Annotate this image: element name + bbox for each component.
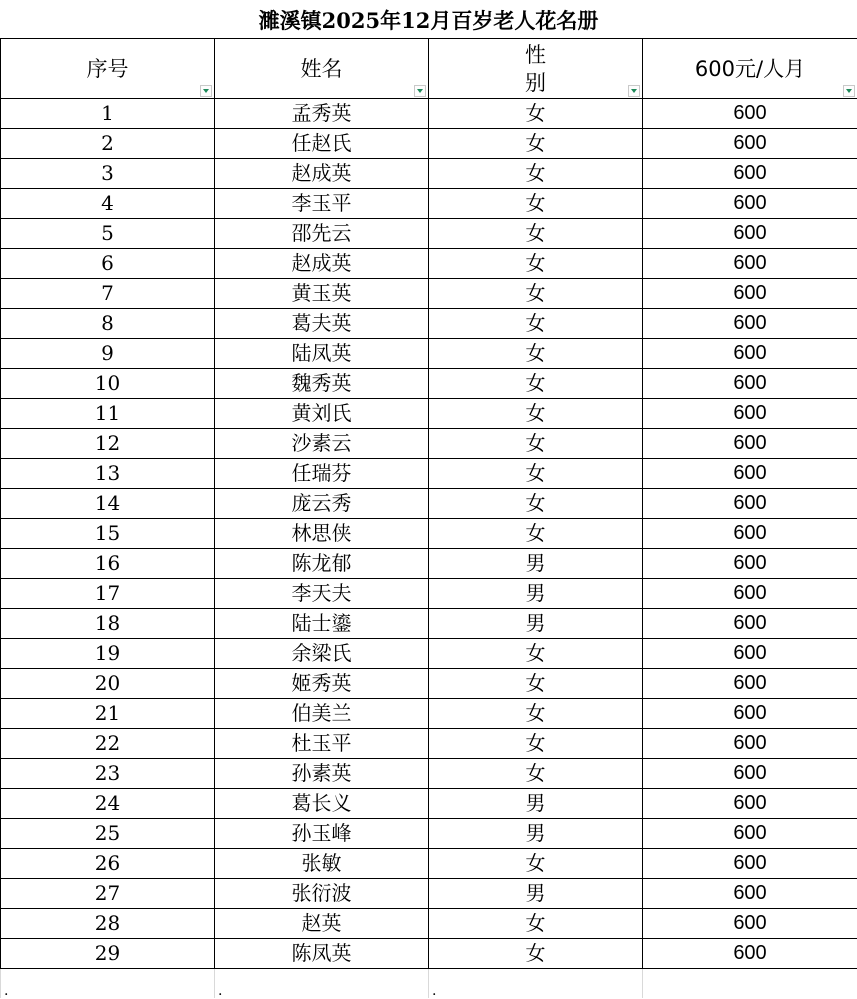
row-name-cell[interactable]: 张敏 — [215, 849, 429, 879]
row-amount-cell[interactable]: 600 — [643, 909, 857, 939]
row-amount-cell[interactable]: 600 — [643, 939, 857, 969]
row-amount-cell[interactable]: 600 — [643, 459, 857, 489]
row-name-cell[interactable]: 姬秀英 — [215, 669, 429, 699]
row-sex-cell[interactable]: 女 — [429, 129, 643, 159]
table-row — [1, 369, 857, 399]
row-sex-cell[interactable]: 女 — [429, 219, 643, 249]
trailing-cell[interactable]: . — [215, 969, 429, 999]
row-name-cell[interactable]: 魏秀英 — [215, 369, 429, 399]
row-name-cell[interactable]: 黄玉英 — [215, 279, 429, 309]
filter-dropdown-icon[interactable] — [414, 85, 426, 97]
row-name-cell[interactable]: 李天夫 — [215, 579, 429, 609]
row-sex-cell[interactable]: 女 — [429, 189, 643, 219]
row-sex-cell[interactable]: 女 — [429, 279, 643, 309]
table-row — [1, 909, 857, 939]
table-row — [1, 399, 857, 429]
row-amount-cell[interactable]: 600 — [643, 279, 857, 309]
row-sex-cell[interactable]: 女 — [429, 459, 643, 489]
table-row — [1, 99, 857, 129]
row-name-cell[interactable]: 赵英 — [215, 909, 429, 939]
row-name-cell[interactable]: 孙素英 — [215, 759, 429, 789]
row-name-cell[interactable]: 李玉平 — [215, 189, 429, 219]
row-sex-cell[interactable]: 女 — [429, 159, 643, 189]
row-sex-cell[interactable]: 女 — [429, 489, 643, 519]
row-amount-cell[interactable]: 600 — [643, 849, 857, 879]
table-row — [1, 219, 857, 249]
row-sex-cell[interactable]: 女 — [429, 309, 643, 339]
row-sex-cell[interactable]: 女 — [429, 339, 643, 369]
table-row — [1, 789, 857, 819]
row-sex-cell[interactable]: 女 — [429, 429, 643, 459]
row-name-cell[interactable]: 葛夫英 — [215, 309, 429, 339]
row-sex-cell[interactable]: 男 — [429, 609, 643, 639]
table-row — [1, 309, 857, 339]
header-row — [1, 39, 857, 99]
header-index-label: 序号 — [86, 56, 129, 81]
row-index-cell[interactable]: 22 — [1, 729, 215, 759]
row-sex-cell[interactable]: 男 — [429, 579, 643, 609]
row-name-cell[interactable]: 陆士鎏 — [215, 609, 429, 639]
row-amount-cell[interactable]: 600 — [643, 699, 857, 729]
row-amount-cell[interactable]: 600 — [643, 129, 857, 159]
table-row — [1, 429, 857, 459]
row-sex-cell[interactable]: 女 — [429, 759, 643, 789]
row-sex-cell[interactable]: 女 — [429, 399, 643, 429]
row-index-cell[interactable]: 23 — [1, 759, 215, 789]
row-sex-cell[interactable]: 女 — [429, 669, 643, 699]
row-index-cell[interactable]: 28 — [1, 909, 215, 939]
row-amount-cell[interactable]: 600 — [643, 339, 857, 369]
header-name-label: 姓名 — [300, 56, 343, 81]
row-name-cell[interactable]: 任瑞芬 — [215, 459, 429, 489]
row-amount-cell[interactable]: 600 — [643, 399, 857, 429]
row-amount-cell[interactable]: 600 — [643, 549, 857, 579]
row-name-cell[interactable]: 孙玉峰 — [215, 819, 429, 849]
row-sex-cell[interactable]: 女 — [429, 369, 643, 399]
row-name-cell[interactable]: 余梁氏 — [215, 639, 429, 669]
table-row — [1, 849, 857, 879]
row-name-cell[interactable]: 邵先云 — [215, 219, 429, 249]
table-row — [1, 639, 857, 669]
row-amount-cell[interactable]: 600 — [643, 249, 857, 279]
row-amount-cell[interactable]: 600 — [643, 819, 857, 849]
row-amount-cell[interactable]: 600 — [643, 489, 857, 519]
row-name-cell[interactable]: 庞云秀 — [215, 489, 429, 519]
filter-dropdown-icon[interactable] — [843, 85, 855, 97]
header-amount — [643, 39, 857, 99]
row-index-cell[interactable]: 15 — [1, 519, 215, 549]
row-name-cell[interactable]: 赵成英 — [215, 249, 429, 279]
table-row — [1, 249, 857, 279]
header-sex — [429, 39, 643, 99]
row-name-cell[interactable]: 沙素云 — [215, 429, 429, 459]
row-sex-cell[interactable]: 男 — [429, 549, 643, 579]
row-index-cell[interactable]: 5 — [1, 219, 215, 249]
table-row — [1, 759, 857, 789]
table-row — [1, 519, 857, 549]
row-index-cell[interactable]: 10 — [1, 369, 215, 399]
row-name-cell[interactable]: 孟秀英 — [215, 99, 429, 129]
row-sex-cell[interactable]: 男 — [429, 879, 643, 909]
row-index-cell[interactable]: 20 — [1, 669, 215, 699]
row-name-cell[interactable]: 赵成英 — [215, 159, 429, 189]
table-row — [1, 729, 857, 759]
row-index-cell[interactable]: 8 — [1, 309, 215, 339]
row-index-cell[interactable]: 9 — [1, 339, 215, 369]
trailing-cell[interactable] — [643, 969, 857, 999]
row-amount-cell[interactable]: 600 — [643, 189, 857, 219]
row-amount-cell[interactable]: 600 — [643, 669, 857, 699]
row-index-cell[interactable]: 16 — [1, 549, 215, 579]
table-row — [1, 879, 857, 909]
table-row — [1, 489, 857, 519]
sheet-title: 濉溪镇2025年12月百岁老人花名册 — [258, 8, 599, 33]
row-amount-cell[interactable]: 600 — [643, 789, 857, 819]
row-index-cell[interactable]: 17 — [1, 579, 215, 609]
table-row — [1, 339, 857, 369]
table-row — [1, 609, 857, 639]
row-sex-cell[interactable]: 男 — [429, 789, 643, 819]
filter-dropdown-icon[interactable] — [628, 85, 640, 97]
row-amount-cell[interactable]: 600 — [643, 639, 857, 669]
row-index-cell[interactable]: 13 — [1, 459, 215, 489]
row-amount-cell[interactable]: 600 — [643, 369, 857, 399]
row-index-cell[interactable]: 11 — [1, 399, 215, 429]
row-name-cell[interactable]: 葛长义 — [215, 789, 429, 819]
header-sex-label: 性别 — [525, 42, 546, 95]
table-row — [1, 819, 857, 849]
row-sex-cell[interactable]: 女 — [429, 849, 643, 879]
row-amount-cell[interactable]: 600 — [643, 219, 857, 249]
row-index-cell[interactable]: 25 — [1, 819, 215, 849]
row-index-cell[interactable]: 12 — [1, 429, 215, 459]
row-amount-cell[interactable]: 600 — [643, 579, 857, 609]
row-sex-cell[interactable]: 女 — [429, 249, 643, 279]
row-index-cell[interactable]: 6 — [1, 249, 215, 279]
table-row — [1, 939, 857, 969]
row-index-cell[interactable]: 21 — [1, 699, 215, 729]
table-row — [1, 579, 857, 609]
trailing-row — [1, 969, 857, 999]
table-row — [1, 189, 857, 219]
row-sex-cell[interactable]: 女 — [429, 639, 643, 669]
header-amount-label: 600元/人月 — [694, 56, 806, 81]
row-amount-cell[interactable]: 600 — [643, 729, 857, 759]
table-row — [1, 549, 857, 579]
row-name-cell[interactable]: 任赵氏 — [215, 129, 429, 159]
row-name-cell[interactable]: 陈龙郁 — [215, 549, 429, 579]
row-amount-cell[interactable]: 600 — [643, 759, 857, 789]
row-index-cell[interactable]: 27 — [1, 879, 215, 909]
row-sex-cell[interactable]: 女 — [429, 99, 643, 129]
row-amount-cell[interactable]: 600 — [643, 99, 857, 129]
row-index-cell[interactable]: 2 — [1, 129, 215, 159]
row-index-cell[interactable]: 14 — [1, 489, 215, 519]
row-sex-cell[interactable]: 女 — [429, 939, 643, 969]
table-row — [1, 669, 857, 699]
row-index-cell[interactable]: 29 — [1, 939, 215, 969]
row-index-cell[interactable]: 7 — [1, 279, 215, 309]
header-name — [215, 39, 429, 99]
trailing-cell[interactable]: . — [429, 969, 643, 999]
row-amount-cell[interactable]: 600 — [643, 309, 857, 339]
row-sex-cell[interactable]: 女 — [429, 519, 643, 549]
row-index-cell[interactable]: 1 — [1, 99, 215, 129]
row-index-cell[interactable]: 19 — [1, 639, 215, 669]
row-index-cell[interactable]: 24 — [1, 789, 215, 819]
row-name-cell[interactable]: 黄刘氏 — [215, 399, 429, 429]
row-sex-cell[interactable]: 女 — [429, 699, 643, 729]
filter-dropdown-icon[interactable] — [200, 85, 212, 97]
table-row — [1, 279, 857, 309]
header-index — [1, 39, 215, 99]
row-sex-cell[interactable]: 女 — [429, 909, 643, 939]
row-amount-cell[interactable]: 600 — [643, 429, 857, 459]
row-sex-cell[interactable]: 男 — [429, 819, 643, 849]
row-amount-cell[interactable]: 600 — [643, 159, 857, 189]
table-row — [1, 129, 857, 159]
table-row — [1, 459, 857, 489]
row-name-cell[interactable]: 陆凤英 — [215, 339, 429, 369]
row-index-cell[interactable]: 18 — [1, 609, 215, 639]
row-name-cell[interactable]: 张衍波 — [215, 879, 429, 909]
row-amount-cell[interactable]: 600 — [643, 519, 857, 549]
trailing-cell[interactable]: . — [1, 969, 215, 999]
row-name-cell[interactable]: 陈凤英 — [215, 939, 429, 969]
row-name-cell[interactable]: 伯美兰 — [215, 699, 429, 729]
row-name-cell[interactable]: 杜玉平 — [215, 729, 429, 759]
row-amount-cell[interactable]: 600 — [643, 609, 857, 639]
row-name-cell[interactable]: 林思侠 — [215, 519, 429, 549]
row-index-cell[interactable]: 26 — [1, 849, 215, 879]
row-sex-cell[interactable]: 女 — [429, 729, 643, 759]
row-index-cell[interactable]: 4 — [1, 189, 215, 219]
table-body — [1, 99, 857, 999]
row-amount-cell[interactable]: 600 — [643, 879, 857, 909]
table-row — [1, 159, 857, 189]
table-row — [1, 699, 857, 729]
row-index-cell[interactable]: 3 — [1, 159, 215, 189]
roster-table — [0, 38, 857, 998]
